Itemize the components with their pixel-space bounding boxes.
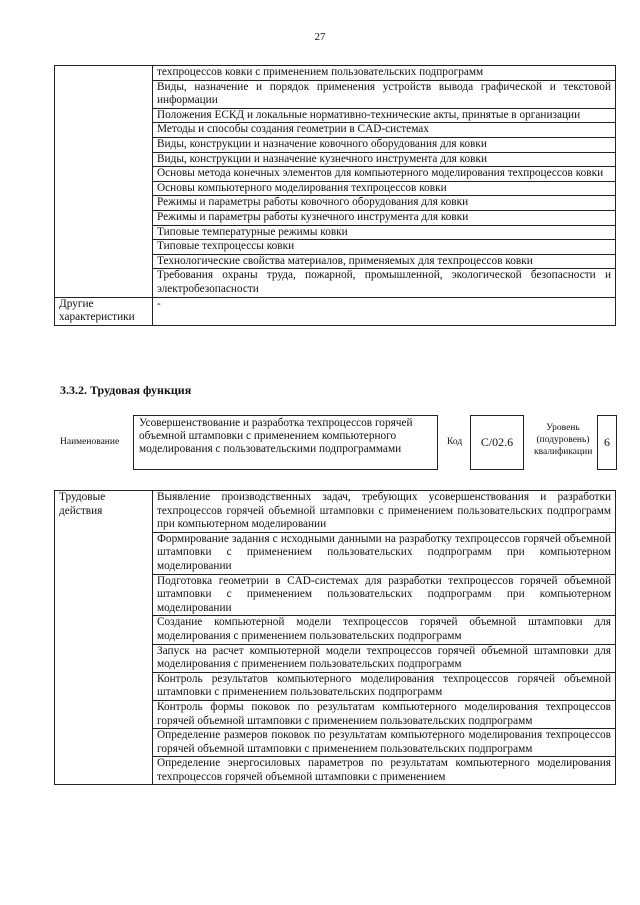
labor-action-item: Определение размеров поковок по результатам компьютерного моделирования техпроцессов горячей объемной штамповки с применением пользовательских подпрограмм	[153, 729, 616, 757]
knowledge-item: Виды, конструкции и назначение ковочного оборудования для ковки	[153, 137, 616, 152]
knowledge-item: Основы метода конечных элементов для компьютерного моделирования техпроцессов ковки	[153, 167, 616, 182]
knowledge-item: Виды, назначение и порядок применения устройств вывода графической и текстовой информации	[153, 80, 616, 108]
knowledge-item: Требования охраны труда, пожарной, промышленной, экологической безопасности и электробезопасности	[153, 269, 616, 297]
labor-action-item: Контроль результатов компьютерного моделирования техпроцессов горячей объемной штамповки с применением пользовательских подпрограмм	[153, 672, 616, 700]
labor-action-item: Контроль формы поковок по результатам компьютерного моделирования техпроцессов горячей объемной штамповки с применением пользовательских подпрограмм	[153, 700, 616, 728]
knowledge-item: Основы компьютерного моделирования техпроцессов ковки	[153, 181, 616, 196]
knowledge-item: Режимы и параметры работы кузнечного инструмента для ковки	[153, 210, 616, 225]
knowledge-item: Технологические свойства материалов, применяемых для техпроцессов ковки	[153, 254, 616, 269]
labor-action-item: Создание компьютерной модели техпроцессов горячей объемной штамповки для моделирования с применением пользовательских подпрограмм	[153, 616, 616, 644]
labor-action-item: Подготовка геометрии в CAD-системах для разработки техпроцессов горячей объемной штамповки с применением пользовательских подпрограмм при компьютерном моделировании	[153, 574, 616, 616]
knowledge-item: Режимы и параметры работы ковочного оборудования для ковки	[153, 196, 616, 211]
knowledge-item: Типовые техпроцессы ковки	[153, 240, 616, 255]
knowledge-item: Положения ЕСКД и локальные нормативно-технические акты, принятые в организации	[153, 108, 616, 123]
name-label: Наименование	[60, 437, 120, 447]
section-title: 3.3.2. Трудовая функция	[60, 383, 192, 397]
labor-action-item: Запуск на расчет компьютерной модели техпроцессов горячей объемной штамповки для моделирования с применением пользовательских подпрограмм	[153, 644, 616, 672]
labor-actions-label: Трудовые действия	[55, 491, 153, 785]
required-knowledge-table	[54, 65, 616, 326]
qualification-level-label: Уровень (подуровень) квалификации	[534, 423, 593, 457]
function-code-box: C/02.6	[470, 415, 524, 470]
labor-action-item: Выявление производственных задач, требующих усовершенствования и разработки техпроцессов горячей объемной штамповки с применением пользовательских подпрограмм при компьютерном моделировании	[153, 491, 616, 533]
knowledge-item: Методы и способы создания геометрии в CAD-системах	[153, 123, 616, 138]
table-row	[55, 66, 616, 81]
table-row	[55, 297, 616, 325]
page-number: 27	[314, 31, 326, 43]
knowledge-item: техпроцессов ковки с применением пользовательских подпрограмм	[153, 66, 616, 81]
labor-action-item: Определение энергосиловых параметров по результатам компьютерного моделирования техпроцессов горячей объемной штамповки с применением	[153, 757, 616, 785]
table-row	[55, 491, 616, 533]
knowledge-item: Типовые температурные режимы ковки	[153, 225, 616, 240]
labor-action-item: Формирование задания с исходными данными на разработку техпроцессов горячей объемной штамповки с применением пользовательских подпрограмм при компьютерном моделировании	[153, 532, 616, 574]
row-label-cell	[55, 66, 153, 298]
knowledge-item: Виды, конструкции и назначение кузнечного инструмента для ковки	[153, 152, 616, 167]
qualification-level-box: 6	[597, 415, 617, 470]
code-label: Код	[447, 437, 463, 447]
other-characteristics-value: -	[153, 297, 616, 325]
function-name-box: Усовершенствование и разработка техпроцессов горячей объемной штамповки с применением компьютерного моделирования с пользовательскими подпрограммами	[133, 415, 438, 470]
other-characteristics-label: Другие характеристики	[55, 297, 153, 325]
labor-actions-table	[54, 490, 616, 785]
